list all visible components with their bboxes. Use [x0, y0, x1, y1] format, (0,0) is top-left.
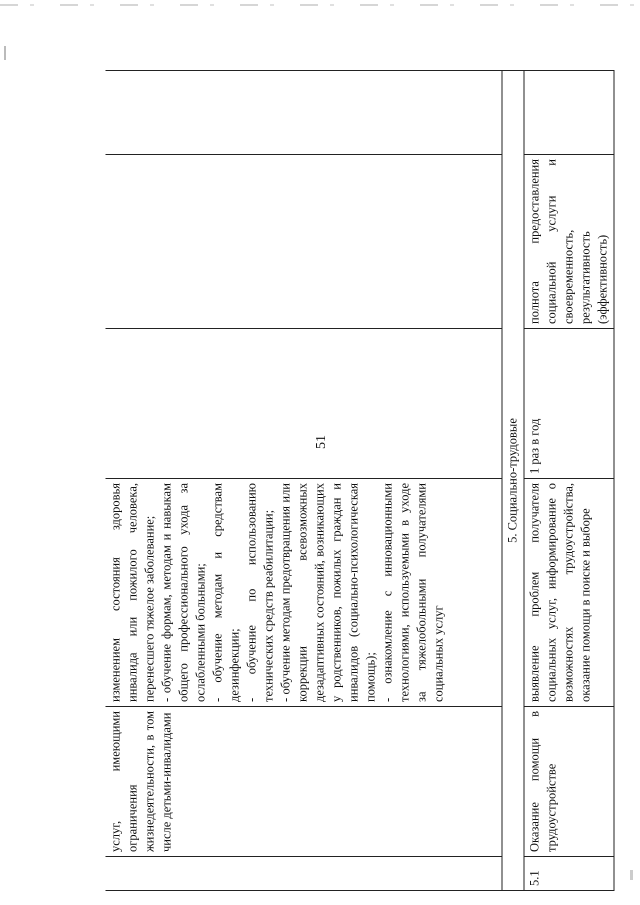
table-row: [524, 71, 614, 891]
section-title: 5. Социально-трудовые: [502, 71, 524, 891]
row-number: [106, 857, 502, 891]
service-description: выявление проблем получателя социальных услуг, информирование о возможностях трудоустройства, оказание помощи в поиске и выборе: [524, 479, 614, 707]
frequency: [106, 329, 502, 479]
page-number: 51: [314, 435, 329, 449]
scan-artifact: [630, 870, 633, 880]
description-line: - обучение формам, методам и навыкам общего профессионального ухода за ослабленными больными;: [159, 483, 208, 702]
provider: [106, 155, 502, 329]
criteria: полнота предоставления социальной услуги и своевременность, результативность (эффективность): [524, 155, 614, 329]
description-line: - обучение методам и средствам дезинфекции;: [210, 483, 242, 702]
rotated-page: [106, 71, 609, 891]
services-table: [106, 70, 615, 891]
description-line: - обучение по использованию технических средств реабилитации;: [244, 483, 276, 702]
service-name: Оказание помощи в трудоустройстве: [524, 707, 614, 857]
provider: [524, 71, 614, 155]
scan-artifact: [4, 46, 6, 60]
service-description: [106, 479, 502, 707]
criteria: [106, 71, 502, 155]
table-row: [106, 71, 502, 891]
service-name: услуг, имеющими ограничения жизнедеятельности, в том числе детьми-инвалидами: [106, 707, 502, 857]
scan-artifact: [0, 4, 640, 6]
description-line: изменением состояния здоровья инвалида или пожилого человека, перенесшего тяжелое заболевание;: [108, 483, 157, 702]
section-header-row: [502, 71, 524, 891]
description-line: - ознакомление с инновационными технологиями, используемыми в уходе за тяжелобольными получателями социальных услуг: [380, 483, 446, 702]
description-line: - обучение методам предотвращения или коррекции всевозможных дезадаптивных состояний, возникающих у родственников, пожилых граждан и инвалидов (социально-психологическая помощь);: [278, 483, 378, 702]
frequency: 1 раз в год: [524, 329, 614, 479]
row-number: 5.1: [524, 857, 614, 891]
